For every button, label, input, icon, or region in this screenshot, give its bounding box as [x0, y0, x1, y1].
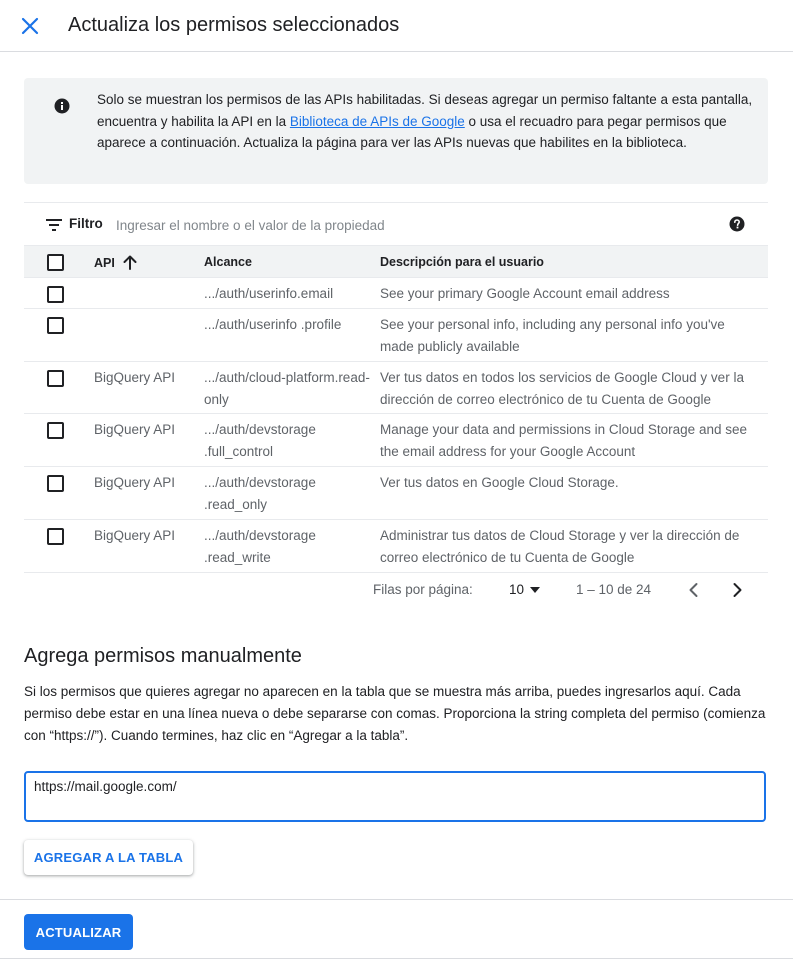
- info-icon: [54, 98, 70, 114]
- row-checkbox[interactable]: [47, 422, 64, 439]
- select-all-checkbox-cell: [47, 254, 64, 271]
- row-description: Ver tus datos en Google Cloud Storage.: [380, 475, 619, 490]
- row-scope: .../auth/devstorage .read_only: [204, 475, 316, 512]
- filter-icon[interactable]: [46, 218, 62, 232]
- info-text-part: Solo se muestran los permisos de las APIs habilitadas. Si deseas agregar un permiso faltante a esta pantalla, encuentra y habilita la API en la: [97, 92, 753, 129]
- api-library-link[interactable]: Biblioteca de APIs de Google: [289, 113, 465, 129]
- row-checkbox[interactable]: [47, 317, 64, 334]
- update-button[interactable]: ACTUALIZAR: [24, 914, 133, 950]
- select-all-checkbox[interactable]: [47, 254, 64, 271]
- row-checkbox[interactable]: [47, 528, 64, 545]
- arrow-up-icon[interactable]: [123, 255, 137, 270]
- chevron-right-icon[interactable]: [727, 580, 747, 600]
- add-to-table-button[interactable]: AGREGAR A LA TABLA: [24, 840, 193, 875]
- caret-down-icon: [530, 587, 540, 593]
- help-icon[interactable]: [729, 216, 745, 232]
- close-button[interactable]: [16, 12, 44, 40]
- filter-input[interactable]: [116, 211, 696, 239]
- page-title: Actualiza los permisos seleccionados: [68, 14, 400, 36]
- panel-header: [0, 0, 793, 52]
- column-header-api-label: API: [94, 255, 115, 270]
- footer-divider: [0, 899, 793, 900]
- manual-section-title: Agrega permisos manualmente: [24, 645, 302, 667]
- column-header-api[interactable]: [94, 255, 137, 270]
- column-header-description: Descripción para el usuario: [380, 255, 544, 269]
- filter-label[interactable]: Filtro: [69, 216, 103, 231]
- table-row[interactable]: [24, 520, 768, 573]
- rows-per-page-label: Filas por página:: [373, 582, 473, 597]
- manual-scopes-textarea[interactable]: [24, 771, 766, 822]
- row-checkbox-cell: [47, 317, 64, 334]
- row-api: BigQuery API: [94, 422, 176, 437]
- row-api: BigQuery API: [94, 370, 176, 385]
- scopes-table: [24, 246, 768, 573]
- filter-bar: [24, 202, 768, 246]
- column-header-scope: Alcance: [204, 255, 252, 269]
- info-text-part: o usa el recuadro para pegar permisos que aparece a continuación. Actualiza la página para ver las APIs nuevas que habilites en la biblioteca.: [97, 113, 727, 150]
- row-checkbox-cell: [47, 475, 64, 492]
- pagination-range: 1 – 10 de 24: [576, 582, 652, 597]
- row-scope: .../auth/userinfo.email: [204, 286, 334, 301]
- table-row[interactable]: [24, 414, 768, 467]
- table-row[interactable]: [24, 467, 768, 520]
- chevron-left-icon[interactable]: [684, 580, 704, 600]
- row-scope: .../auth/userinfo .profile: [204, 317, 342, 332]
- table-row[interactable]: [24, 309, 768, 362]
- row-checkbox-cell: [47, 286, 64, 303]
- table-header: [24, 246, 768, 278]
- row-description: See your personal info, including any personal info you've made publicly available: [380, 317, 725, 354]
- row-checkbox-cell: [47, 422, 64, 439]
- row-description: Administrar tus datos de Cloud Storage y ver la dirección de correo electrónico de tu Cuenta de Google: [380, 528, 740, 565]
- rows-per-page-select[interactable]: [509, 582, 540, 597]
- info-text: [97, 89, 757, 154]
- row-description: Ver tus datos en todos los servicios de Google Cloud y ver la dirección de correo electrónico de tu Cuenta de Google: [380, 370, 744, 407]
- table-row[interactable]: [24, 362, 768, 414]
- row-checkbox-cell: [47, 370, 64, 387]
- row-scope: .../auth/devstorage .full_control: [204, 422, 316, 459]
- row-description: See your primary Google Account email address: [380, 286, 670, 301]
- row-checkbox-cell: [47, 528, 64, 545]
- row-checkbox[interactable]: [47, 286, 64, 303]
- row-scope: .../auth/cloud-platform.read-only: [204, 370, 370, 407]
- row-description: Manage your data and permissions in Cloud Storage and see the email address for your Google Account: [380, 422, 747, 459]
- close-icon: [21, 17, 39, 35]
- table-row[interactable]: [24, 278, 768, 309]
- table-pagination: [24, 572, 768, 608]
- row-checkbox[interactable]: [47, 370, 64, 387]
- row-api: BigQuery API: [94, 528, 176, 543]
- row-checkbox[interactable]: [47, 475, 64, 492]
- row-api: BigQuery API: [94, 475, 176, 490]
- bottom-divider: [0, 958, 793, 959]
- row-scope: .../auth/devstorage .read_write: [204, 528, 316, 565]
- info-banner: [24, 78, 768, 184]
- manual-section-description: Si los permisos que quieres agregar no aparecen en la tabla que se muestra más arriba, puedes ingresarlos aquí. Cada permiso debe estar en una línea nueva o debe separarse con comas. Proporciona la string completa del permiso (comienza con “https://”). Cuando termines, haz clic en “Agregar a la tabla”.: [24, 684, 766, 743]
- rows-per-page-value: 10: [509, 582, 525, 597]
